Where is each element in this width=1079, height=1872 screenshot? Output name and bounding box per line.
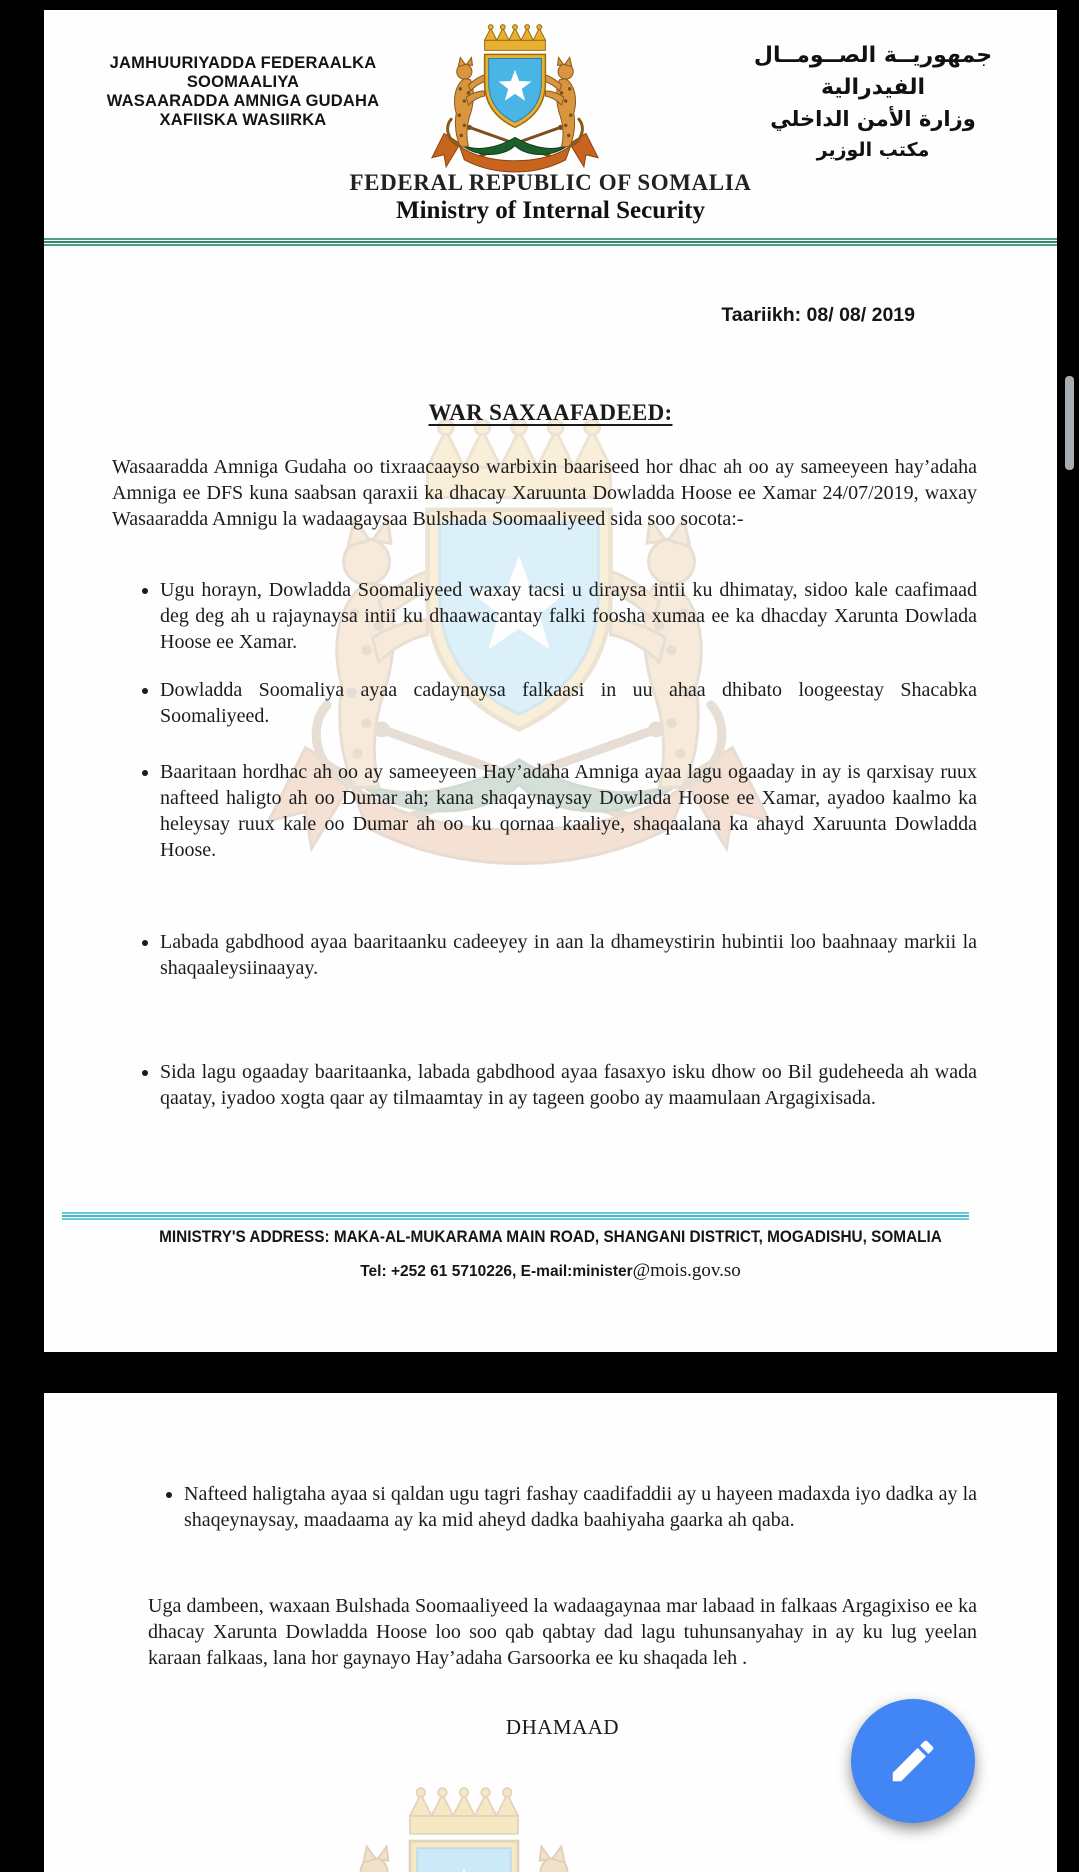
pencil-icon — [886, 1734, 940, 1788]
closing-paragraph: Uga dambeen, waxaan Bulshada Soomaaliyeed la wadaagaynaa mar labaad in falkaas Argagixiso ee ka dhacay Xarunta Dowladda Hoose loo soo qab qabtay dad lagu tuhunsanyahay in ay ku lug yeelan karaan falkaas, lana hor gaynayo Hay’adaha Garsoorka ee ku shaqada leh . — [148, 1595, 977, 1669]
contact-tel-email: Tel: +252 61 5710226, E-mail:minister — [360, 1263, 633, 1280]
letterhead-arabic — [699, 40, 1047, 165]
end-mark: DHAMAAD — [505, 1715, 620, 1739]
document-page-1 — [44, 10, 1057, 1352]
bullet-list — [112, 577, 977, 1111]
press-release-title: WAR SAXAAFADEED: — [428, 400, 673, 425]
intro-paragraph: Wasaaradda Amniga Gudaha oo tixraacaayso warbixin baariseed hor dhac ah oo ay sameeyeen hay’adaha Amniga ee DFS kuna saabsan qaraxii ka dhacay Xaruunta Dowladda Hoose ee Xamar 24/07/2019, waxay Wasaaradda Amnigu la wadaagaysaa Bulshada Soomaaliyeed sida soo socota:- — [112, 456, 977, 530]
country-title: FEDERAL REPUBLIC OF SOMALIA — [349, 170, 752, 195]
coat-of-arms-watermark-partial — [284, 1787, 644, 1872]
bullet-item: • Ugu horayn, Dowladda Soomaliyeed waxay tacsi u diraysa intii ku dhimatay, sidoo kale caafimaad deg deg ah u rajaynaysa intii ku dhaawacantay falki foosha xumaa ee ka dhacday Xarunta Dowlada Hoose ee Xamar. — [160, 577, 977, 655]
letterhead-somali-line: JAMHUURIYADDA FEDERAALKA SOOMAALIYA — [109, 54, 377, 91]
header-rule — [44, 238, 1057, 246]
bullet-item: • Dowladda Soomaliya ayaa cadaynaysa falkaasi in uu ahaa dhibato loogeestay Shacabka Soomaliyeed. — [160, 677, 977, 729]
bullet-item: • Nafteed haligtaha ayaa si qaldan ugu tagri fashay caadifaddii ay u hayeen madaxda iyo dadka ay la shaqeynaysay, maadaama ay ka mid aheyd dadka baahiyaha gaarka ah qaba. — [184, 1481, 977, 1533]
footer-rule — [62, 1212, 969, 1220]
edit-fab[interactable] — [851, 1699, 975, 1823]
letterhead-somali-line: WASAARADDA AMNIGA GUDAHA — [106, 92, 380, 110]
letterhead-somali — [62, 54, 424, 130]
bullet-list — [136, 1481, 977, 1533]
letterhead-arabic-line: وزارة الأمن الداخلي — [770, 107, 976, 131]
letterhead-somali-line: XAFIISKA WASIIRKA — [159, 111, 327, 129]
bullet-item: • Labada gabdhood ayaa baaritaanku cadeeyey in aan la dhameystirin hubintii loo baahnaay markii la shaqaaleysiinaayay. — [160, 929, 977, 981]
ministry-address: MINISTRY'S ADDRESS: MAKA-AL-MUKARAMA MAIN ROAD, SHANGANI DISTRICT, MOGADISHU, SOMALIA — [159, 1228, 942, 1246]
letterhead-arabic-line: مكتب الوزير — [816, 139, 930, 161]
bullet-item: • Baaritaan hordhac ah oo ay sameeyeen Hay’adaha Amniga ayaa lagu ogaaday in ay is qarxisay ruux nafteed haligto ah oo Dumar ah; kana shaqaynaysay Dowlada Hoose ee Xamar, ayadoo kaalmo ka heleysay ruux kale oo Dumar ah oo ku qornaa kaaliye, shaqaalana ka ahayd Xaruunta Dowladda Hoose. — [160, 759, 977, 863]
somalia-coat-of-arms — [412, 24, 618, 176]
bullet-item: • Sida lagu ogaaday baaritaanka, labada gabdhood ayaa fasaxyo isku dhow oo Bil gudeheeda ah wada qaatay, iyadoo xogta qaar ay tilmaamtay in ay tageen goobo ay maamulaan Argagixisada. — [160, 1059, 977, 1111]
letterhead-arabic-line: جمهوريــة الصــومــال الفيدرالية — [753, 43, 993, 100]
ministry-contact — [64, 1260, 1037, 1282]
date-line: Taariikh: 08/ 08/ 2019 — [721, 304, 915, 326]
contact-email-domain: @mois.gov.so — [632, 1260, 741, 1281]
ministry-title: Ministry of Internal Security — [396, 197, 705, 224]
scrollbar[interactable] — [1065, 376, 1074, 470]
